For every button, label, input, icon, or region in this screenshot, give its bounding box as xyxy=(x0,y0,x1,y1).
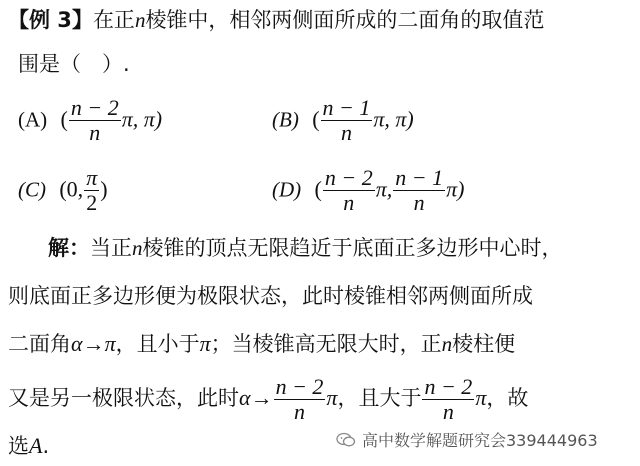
option-a-label: (A) xyxy=(18,107,48,132)
solution-fraction-1: $\frac{n - 2}{n}$ xyxy=(275,373,324,424)
var-n: n xyxy=(132,236,143,260)
option-c-fraction: $\frac{\pi}{2}$ xyxy=(86,165,98,215)
option-d: (D) ( $\frac{n - 2}{n}$ π, $\frac{n - 1}{n}$ π) xyxy=(272,165,465,215)
solution-label: 解 xyxy=(48,236,69,260)
example-tag-close: 】 xyxy=(71,8,93,32)
option-d-fraction-2: $\frac{n - 1}{n}$ xyxy=(395,165,444,215)
solution-line-5: 选A. xyxy=(8,433,50,458)
option-a: (A) ( $\frac{n - 2}{n}$ π, π) xyxy=(18,95,163,145)
example-tag-label: 例 3 xyxy=(29,8,72,32)
question-text-a: 在正 xyxy=(92,8,135,32)
solution-line-3: 二面角α→π，且小于π；当棱锥高无限大时，正n棱柱便 xyxy=(8,331,516,356)
question-text-b: 棱锥中，相邻两侧面所成的二面角的取值范 xyxy=(145,8,545,32)
question-text-line2: 围是（ ）. xyxy=(18,52,130,76)
question-line-2 xyxy=(18,50,130,78)
option-b-fraction: $\frac{n - 1}{n}$ xyxy=(322,95,371,145)
solution-line-2: 则底面正多边形便为极限状态，此时棱锥相邻两侧面所成 xyxy=(8,284,533,308)
option-b: (B) ( $\frac{n - 1}{n}$ π, π) xyxy=(272,95,414,145)
option-d-fraction-1: $\frac{n - 2}{n}$ xyxy=(324,165,373,215)
var-n: n xyxy=(134,8,146,32)
solution-line-4: 又是另一极限状态，此时α→ $\frac{n - 2}{n}$ π，且大于 $\frac{n - 2}{n}$ π，故 xyxy=(8,373,529,424)
example-tag-open: 【 xyxy=(8,8,29,32)
solution-fraction-2: $\frac{n - 2}{n}$ xyxy=(424,373,473,424)
answer-letter: A xyxy=(29,433,43,458)
option-a-fraction: $\frac{n - 2}{n}$ xyxy=(70,95,119,145)
solution-line-1: 解：当正n棱锥的顶点无限趋近于底面正多边形中心时， xyxy=(48,236,563,260)
wechat-icon xyxy=(336,432,356,448)
option-c-label: (C) xyxy=(18,177,46,202)
watermark xyxy=(336,428,598,451)
option-b-label: (B) xyxy=(272,107,299,132)
var-alpha: α xyxy=(71,331,83,356)
question-line-1 xyxy=(8,6,544,34)
option-d-label: (D) xyxy=(272,177,302,202)
option-c: (C) (0, $\frac{\pi}{2}$ ) xyxy=(18,165,108,215)
watermark-text: 高中数学解题研究会339444963 xyxy=(362,431,598,450)
var-pi: π xyxy=(104,331,116,356)
